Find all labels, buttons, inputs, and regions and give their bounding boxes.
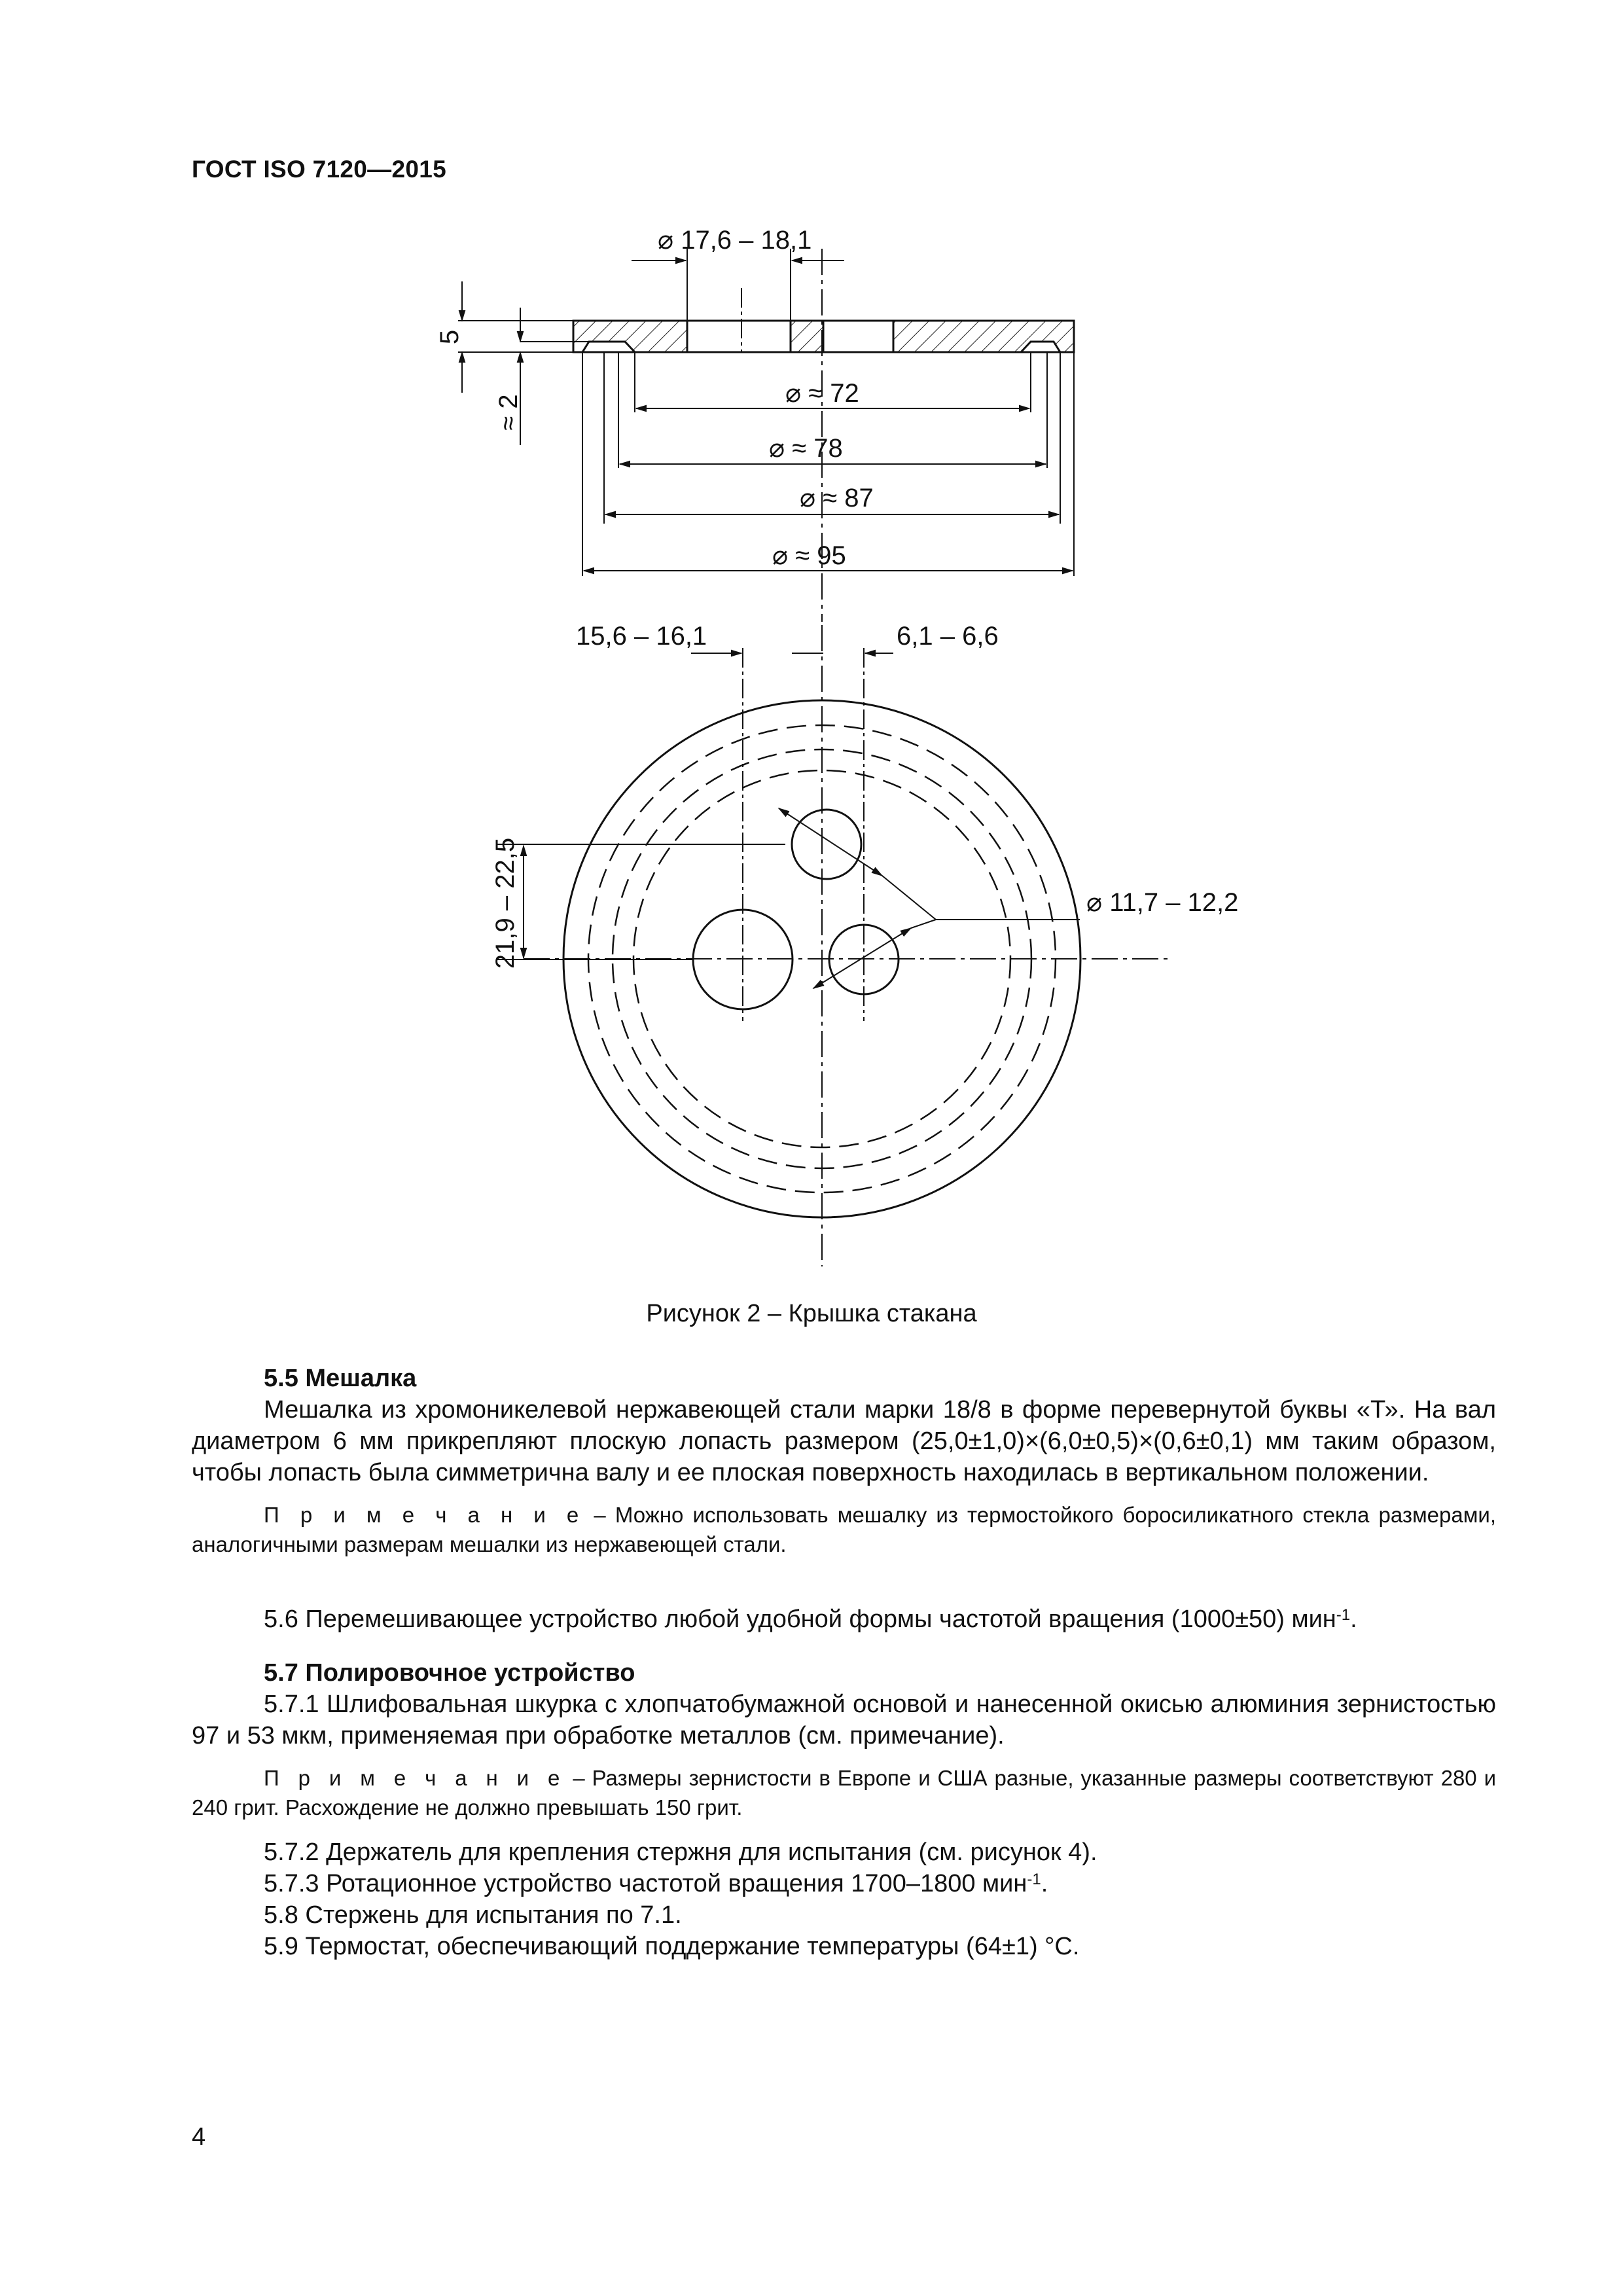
dim-groove-depth: ≈ 2	[494, 394, 523, 431]
page-number: 4	[192, 2123, 206, 2151]
section-5-7-3	[192, 1868, 1496, 1899]
dim-vertical-offset: 21,9 – 22,5	[491, 837, 520, 969]
dim-hole-center: ⌀ 17,6 – 18,1	[658, 226, 812, 255]
note-label: П р и м е ч а н и е	[264, 1766, 566, 1790]
section-5-5-text: Мешалка из хромоникелевой нержавеющей стали марки 18/8 в форме перевернутой буквы «Т». На вал диаметром 6 мм прикрепляют плоскую лопасть размером (25,0±1,0)×(6,0±0,5)×(0,6±0,1) мм таким образом, чтобы лопасть была симметрична валу и ее плоская поверхность находилась в вертикальном положении.	[192, 1396, 1496, 1486]
section-5-7-3-exponent: -1	[1027, 1871, 1041, 1888]
section-5-9: 5.9 Термостат, обеспечивающий поддержание температуры (64±1) °С.	[264, 1933, 1080, 1960]
section-5-7-1-text: 5.7.1 Шлифовальная шкурка с хлопчатобумажной основой и нанесенной окисью алюминия зернистостью 97 и 53 мкм, применяемая при обработке металлов (см. примечание).	[192, 1691, 1496, 1749]
dim-thickness: 5	[435, 329, 464, 345]
section-5-6	[192, 1604, 1496, 1635]
section-list	[192, 1837, 1496, 1962]
dim-diameter-72: ⌀ ≈ 72	[785, 379, 859, 408]
section-5-6-end: .	[1350, 1605, 1357, 1633]
dim-small-holes: ⌀ 11,7 – 12,2	[1086, 888, 1239, 917]
note-2-paragraph	[192, 1763, 1496, 1822]
dim-offset-right: 6,1 – 6,6	[897, 622, 999, 651]
section-5-7-2: 5.7.2 Держатель для крепления стержня для испытания (см. рисунок 4).	[264, 1839, 1097, 1866]
section-5-7	[192, 1657, 1496, 1751]
section-5-8: 5.8 Стержень для испытания по 7.1.	[264, 1901, 682, 1929]
section-5-5	[192, 1363, 1496, 1488]
section-view	[458, 249, 1074, 622]
dim-diameter-78: ⌀ ≈ 78	[769, 434, 843, 463]
section-5-5-title: 5.5 Мешалка	[264, 1365, 417, 1392]
note-2	[192, 1763, 1496, 1822]
dim-diameter-87: ⌀ ≈ 87	[800, 484, 874, 512]
note-1-paragraph	[192, 1500, 1496, 1559]
section-5-6-exponent: -1	[1336, 1606, 1351, 1624]
note-label: П р и м е ч а н и е	[264, 1503, 585, 1527]
dim-diameter-95: ⌀ ≈ 95	[772, 541, 846, 570]
section-5-6-paragraph	[192, 1604, 1496, 1635]
plan-view	[497, 625, 1171, 1266]
section-5-6-text: 5.6 Перемешивающее устройство любой удобной формы частотой вращения (1000±50) мин	[264, 1605, 1336, 1633]
note-2-text: – Размеры зернистости в Европе и США разные, указанные размеры соответствуют 280 и 240 грит. Расхождение не должно превышать 150 грит.	[192, 1766, 1497, 1820]
figure-caption: Рисунок 2 – Крышка стакана	[646, 1300, 977, 1327]
section-5-7-3-text: 5.7.3 Ротационное устройство частотой вращения 1700–1800 мин	[264, 1870, 1027, 1897]
dim-offset-left: 15,6 – 16,1	[576, 622, 707, 651]
section-5-7-title: 5.7 Полировочное устройство	[264, 1659, 635, 1687]
document-header: ГОСТ ISO 7120—2015	[192, 156, 446, 183]
note-1	[192, 1500, 1496, 1559]
note-1-text: – Можно использовать мешалку из термостойкого боросиликатного стекла размерами, аналогичными размерам мешалки из нержавеющей стали.	[192, 1503, 1496, 1556]
section-5-7-3-end: .	[1041, 1870, 1048, 1897]
